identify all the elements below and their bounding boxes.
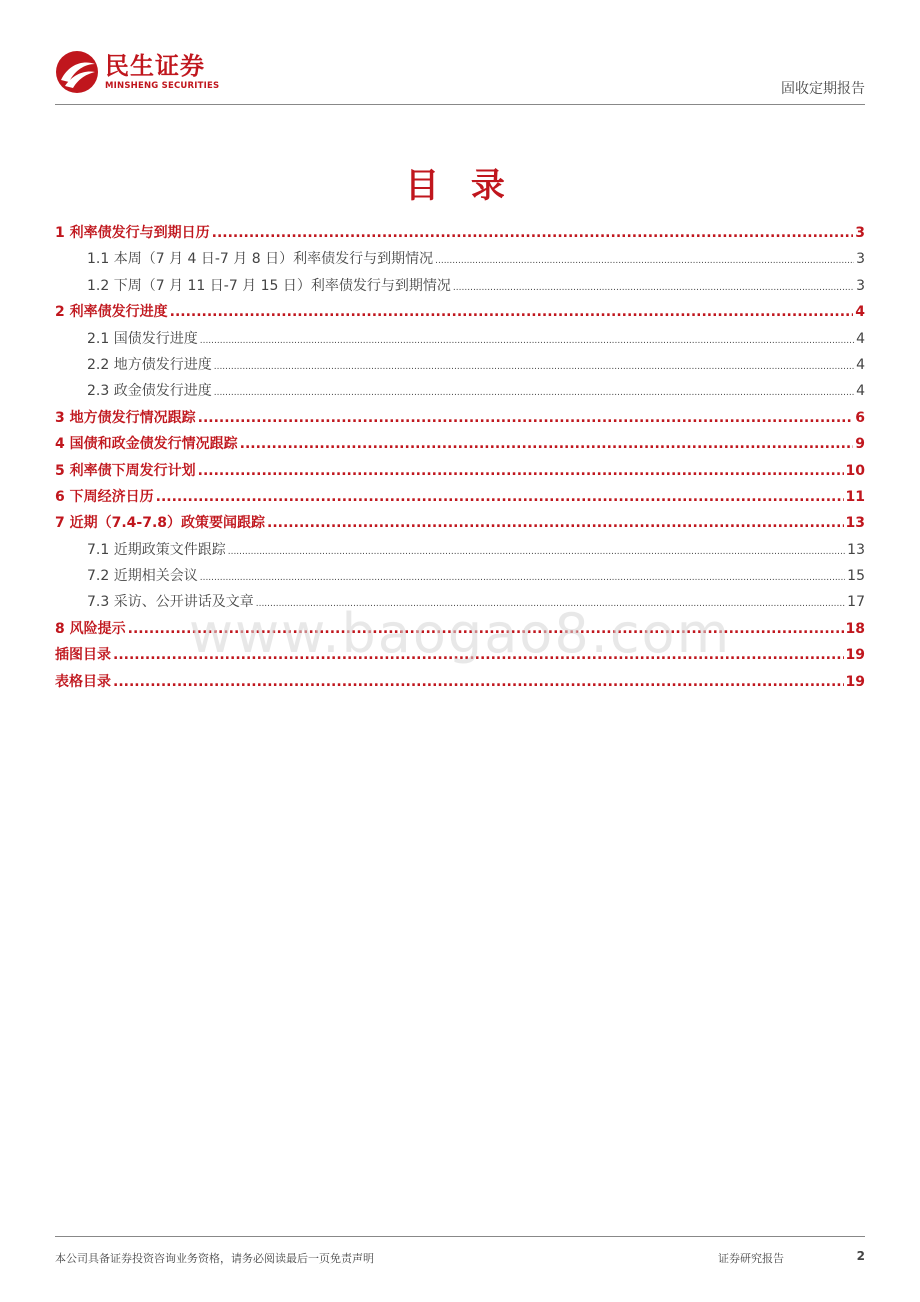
toc-entry-title: 1.1 本周（7 月 4 日-7 月 8 日）利率债发行与到期情况 (87, 251, 434, 268)
footer-disclaimer: 本公司具备证券投资咨询业务资格，请务必阅读最后一页免责声明 (55, 1252, 374, 1265)
toc-entry-section[interactable] (55, 458, 865, 484)
watermark: www.baogao8.com (188, 602, 732, 665)
toc-entry-page: 11 (845, 488, 865, 505)
toc-entry-subsection[interactable] (55, 273, 865, 299)
toc-entry-page: 17 (847, 594, 865, 611)
company-logo (55, 50, 219, 94)
page-number: 2 (856, 1249, 865, 1263)
toc-leader-dots (198, 458, 844, 484)
toc-entry-section[interactable] (55, 405, 865, 431)
page-header (55, 50, 865, 106)
toc-entry-page: 4 (856, 383, 865, 400)
toc-entry-section[interactable] (55, 669, 865, 695)
footer-divider (55, 1236, 865, 1237)
toc-entry-title: 7.1 近期政策文件跟踪 (87, 541, 226, 558)
toc-entry-page: 6 (855, 409, 865, 426)
footer-doc-type: 证券研究报告 (718, 1252, 784, 1265)
toc-entry-subsection[interactable] (55, 589, 865, 615)
toc-entry-title: 7.2 近期相关会议 (87, 568, 198, 585)
toc-leader-dots (256, 589, 845, 617)
toc-entry-page: 9 (855, 436, 865, 453)
toc-entry-section[interactable] (55, 616, 865, 642)
toc-entry-page: 13 (845, 515, 865, 532)
toc-leader-dots (453, 273, 854, 301)
toc-leader-dots (128, 616, 844, 642)
toc-entry-title: 8 风险提示 (55, 620, 126, 637)
toc-leader-dots (212, 220, 854, 246)
toc-entry-page: 4 (856, 330, 865, 347)
toc-entry-title: 6 下周经济日历 (55, 488, 154, 505)
toc-entry-title: 1 利率债发行与到期日历 (55, 225, 210, 241)
toc-entry-title: 插图目录 (55, 647, 111, 664)
toc-entry-page: 15 (847, 568, 865, 585)
toc-leader-dots (200, 326, 854, 354)
toc-entry-section[interactable] (55, 431, 865, 457)
report-type-label: 固收定期报告 (781, 81, 865, 97)
toc-leader-dots (198, 405, 854, 431)
toc-leader-dots (113, 669, 844, 695)
toc-leader-dots (214, 378, 854, 406)
toc-entry-subsection[interactable] (55, 352, 865, 378)
toc-entry-section[interactable] (55, 220, 865, 246)
minsheng-logo-icon (55, 50, 99, 94)
toc-entry-title: 1.2 下周（7 月 11 日-7 月 15 日）利率债发行与到期情况 (87, 277, 451, 294)
toc-leader-dots (214, 352, 854, 380)
toc-entry-page: 3 (855, 225, 865, 241)
toc-leader-dots (435, 246, 854, 274)
toc-entry-section[interactable] (55, 299, 865, 325)
toc-entry-subsection[interactable] (55, 246, 865, 272)
toc-entry-title: 2.2 地方债发行进度 (87, 356, 212, 373)
toc-entry-page: 18 (845, 620, 865, 637)
toc-entry-page: 19 (845, 673, 865, 690)
toc-entry-page: 4 (855, 304, 865, 321)
toc-entry-title: 2.1 国债发行进度 (87, 330, 198, 347)
toc-entry-page: 19 (845, 647, 865, 664)
toc-leader-dots (113, 642, 844, 668)
toc-entry-page: 3 (856, 251, 865, 268)
table-of-contents (55, 220, 865, 695)
toc-entry-section[interactable] (55, 484, 865, 510)
toc-entry-title: 表格目录 (55, 673, 111, 690)
toc-entry-title: 2 利率债发行进度 (55, 304, 168, 321)
toc-leader-dots (228, 537, 845, 565)
toc-entry-title: 2.3 政金债发行进度 (87, 383, 212, 400)
toc-entry-subsection[interactable] (55, 537, 865, 563)
toc-leader-dots (267, 510, 843, 536)
toc-entry-page: 10 (845, 462, 865, 479)
header-divider (55, 104, 865, 105)
logo-chinese-name: 民生证券 (105, 52, 205, 80)
toc-entry-title: 3 地方债发行情况跟踪 (55, 409, 196, 426)
toc-entry-title: 4 国债和政金债发行情况跟踪 (55, 436, 238, 453)
toc-title: 目 录 (405, 166, 515, 206)
toc-entry-page: 4 (856, 356, 865, 373)
toc-entry-subsection[interactable] (55, 378, 865, 404)
toc-entry-page: 13 (847, 541, 865, 558)
toc-entry-page: 3 (856, 277, 865, 294)
toc-entry-title: 5 利率债下周发行计划 (55, 462, 196, 479)
toc-leader-dots (170, 299, 854, 325)
toc-entry-section[interactable] (55, 510, 865, 536)
toc-entry-subsection[interactable] (55, 326, 865, 352)
logo-english-name: MINSHENG SECURITIES (105, 81, 220, 91)
toc-leader-dots (200, 563, 845, 591)
toc-leader-dots (240, 431, 854, 457)
toc-entry-title: 7.3 采访、公开讲话及文章 (87, 594, 254, 611)
toc-entry-section[interactable] (55, 642, 865, 668)
toc-entry-title: 7 近期（7.4-7.8）政策要闻跟踪 (55, 515, 266, 532)
toc-entry-subsection[interactable] (55, 563, 865, 589)
toc-leader-dots (156, 484, 844, 510)
